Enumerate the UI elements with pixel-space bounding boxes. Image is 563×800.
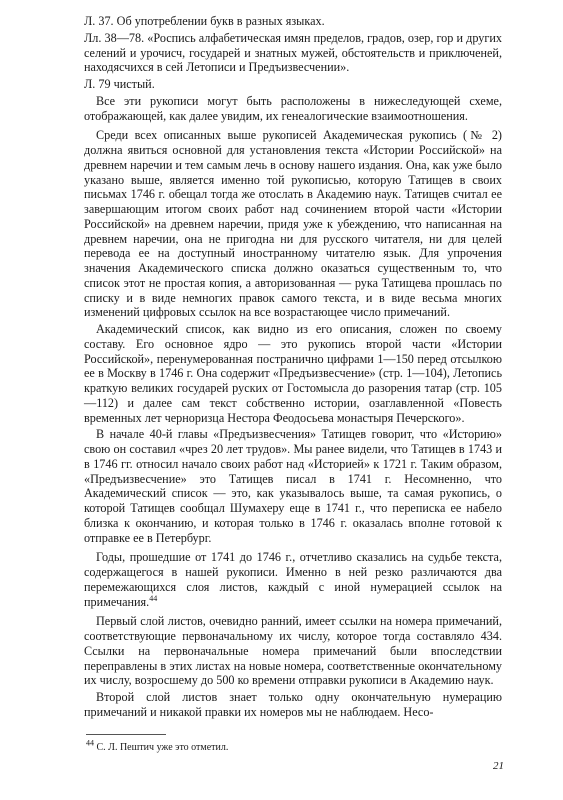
body-text (84, 14, 502, 720)
footnote-reference: 44 (149, 593, 158, 603)
footnote-marker: 44 (86, 738, 94, 748)
footnote-text: С. Л. Пештич уже это отметил. (96, 742, 229, 753)
page-number: 21 (493, 760, 504, 772)
paragraph-academic-manuscript: Среди всех описанных выше рукописей Академическая рукопись (№ 2) должна явиться основной для установления текста «Истории Российской» на древнем наречии и тем самым лечь в основу нашего издания. Она, как уже было указано выше, является именно той рукописью, которую Татищев в своих письмах 1746 г. обещал тогда же отослать в Академию наук. Татищев считал ее завершающим итогом своих работ над сочинением второй части «Истории Российской» на древнем наречии, придя уже к убеждению, что написанная на древнем наречии, она не пригодна ни для русского читателя, ни для целей перевода ее на доступный иностранному читателю язык. Для упрочения значения Академического списка должно оказаться существенным то, что список этот не простая копия, а авторизованная — рука Татищева прошлась по списку и в виде немногих правок самого текста, и в виде весьма многих изменений цифровых ссылок на все возрастающее число примечаний. (84, 128, 503, 320)
paragraph-folios-38-78: Лл. 38—78. «Роспись алфабетическая имян пределов, градов, озер, гор и других селений и урочисч, государей и знатных мужей, обстоятельств и приключеней, находясчихся в сей Летописи и Предъизвесчении». (84, 30, 502, 75)
footnote-divider (86, 734, 166, 735)
paragraph-chapter-40: В начале 40-й главы «Предъизвесчения» Татищев говорит, что «Историю» свою он составил «чрез 20 лет трудов». Мы ранее видели, что Татищев в 1743 и в 1746 гг. относил начало своих работ над «Историей» к 1721 г. Таким образом, «Предъизвесчение» это Татищев писал в 1741 г. Несомненно, что Академический список — это, как указывалось выше, та самая рукопись, о которой Татищев сообщал Шумахеру еще в 1741 г., что переписка ее набело близка к окончанию, и которая только в 1746 г. оказалась вполне готовой к отправке ее в Петербург. (84, 427, 502, 545)
paragraph-composition: Академический список, как видно из его описания, сложен по своему составу. Его основное ядро — это рукопись второй части «Истории Российской», перенумерованная постранично цифрами 1—150 перед отсылкою ее в Москву в 1746 г. Она содержит «Предъизвесчение» (стр. 1—104), Летопись краткую великих государей рускиx от Гостомысла до разорения татар (стр. 105—112) и далее сам текст собственно истории, озаглавленной «Повесть временных лет черноризца Нестора Феодосьева монастыря Печерского». (84, 322, 502, 425)
paragraph-years (84, 550, 502, 609)
paragraph-folio-37: Л. 37. Об употреблении букв в разных языках. (84, 14, 325, 28)
paragraph-folio-79: Л. 79 чистый. (84, 77, 155, 91)
footnote (86, 738, 486, 754)
paragraph-years-text: Годы, прошедшие от 1741 до 1746 г., отчетливо сказались на судьбе текста, содержащегося в нашей рукописи. Именно в ней резко различаются два перемежающихся слоя листов, каждый с иной нумерацией ссылок на примечания. (84, 550, 502, 609)
paragraph-first-layer: Первый слой листов, очевидно ранний, имеет ссылки на номера примечаний, соответствующие первоначальному их числу, которое тогда составляло 434. Ссылки на первоначальные номера примечаний были впоследствии переправлены в этих листах на новые номера, соответственные окончательному их числу, возросшему до 500 ко времени отправки рукописи в Академию наук. (84, 614, 502, 688)
paragraph-second-layer: Второй слой листов знает только одну окончательную нумерацию примечаний и никакой правки их номеров мы не наблюдаем. Несо- (84, 690, 502, 719)
paragraph-scheme: Все эти рукописи могут быть расположены в нижеследующей схеме, отображающей, как далее увидим, их генеалогические взаимоотношения. (84, 93, 502, 123)
